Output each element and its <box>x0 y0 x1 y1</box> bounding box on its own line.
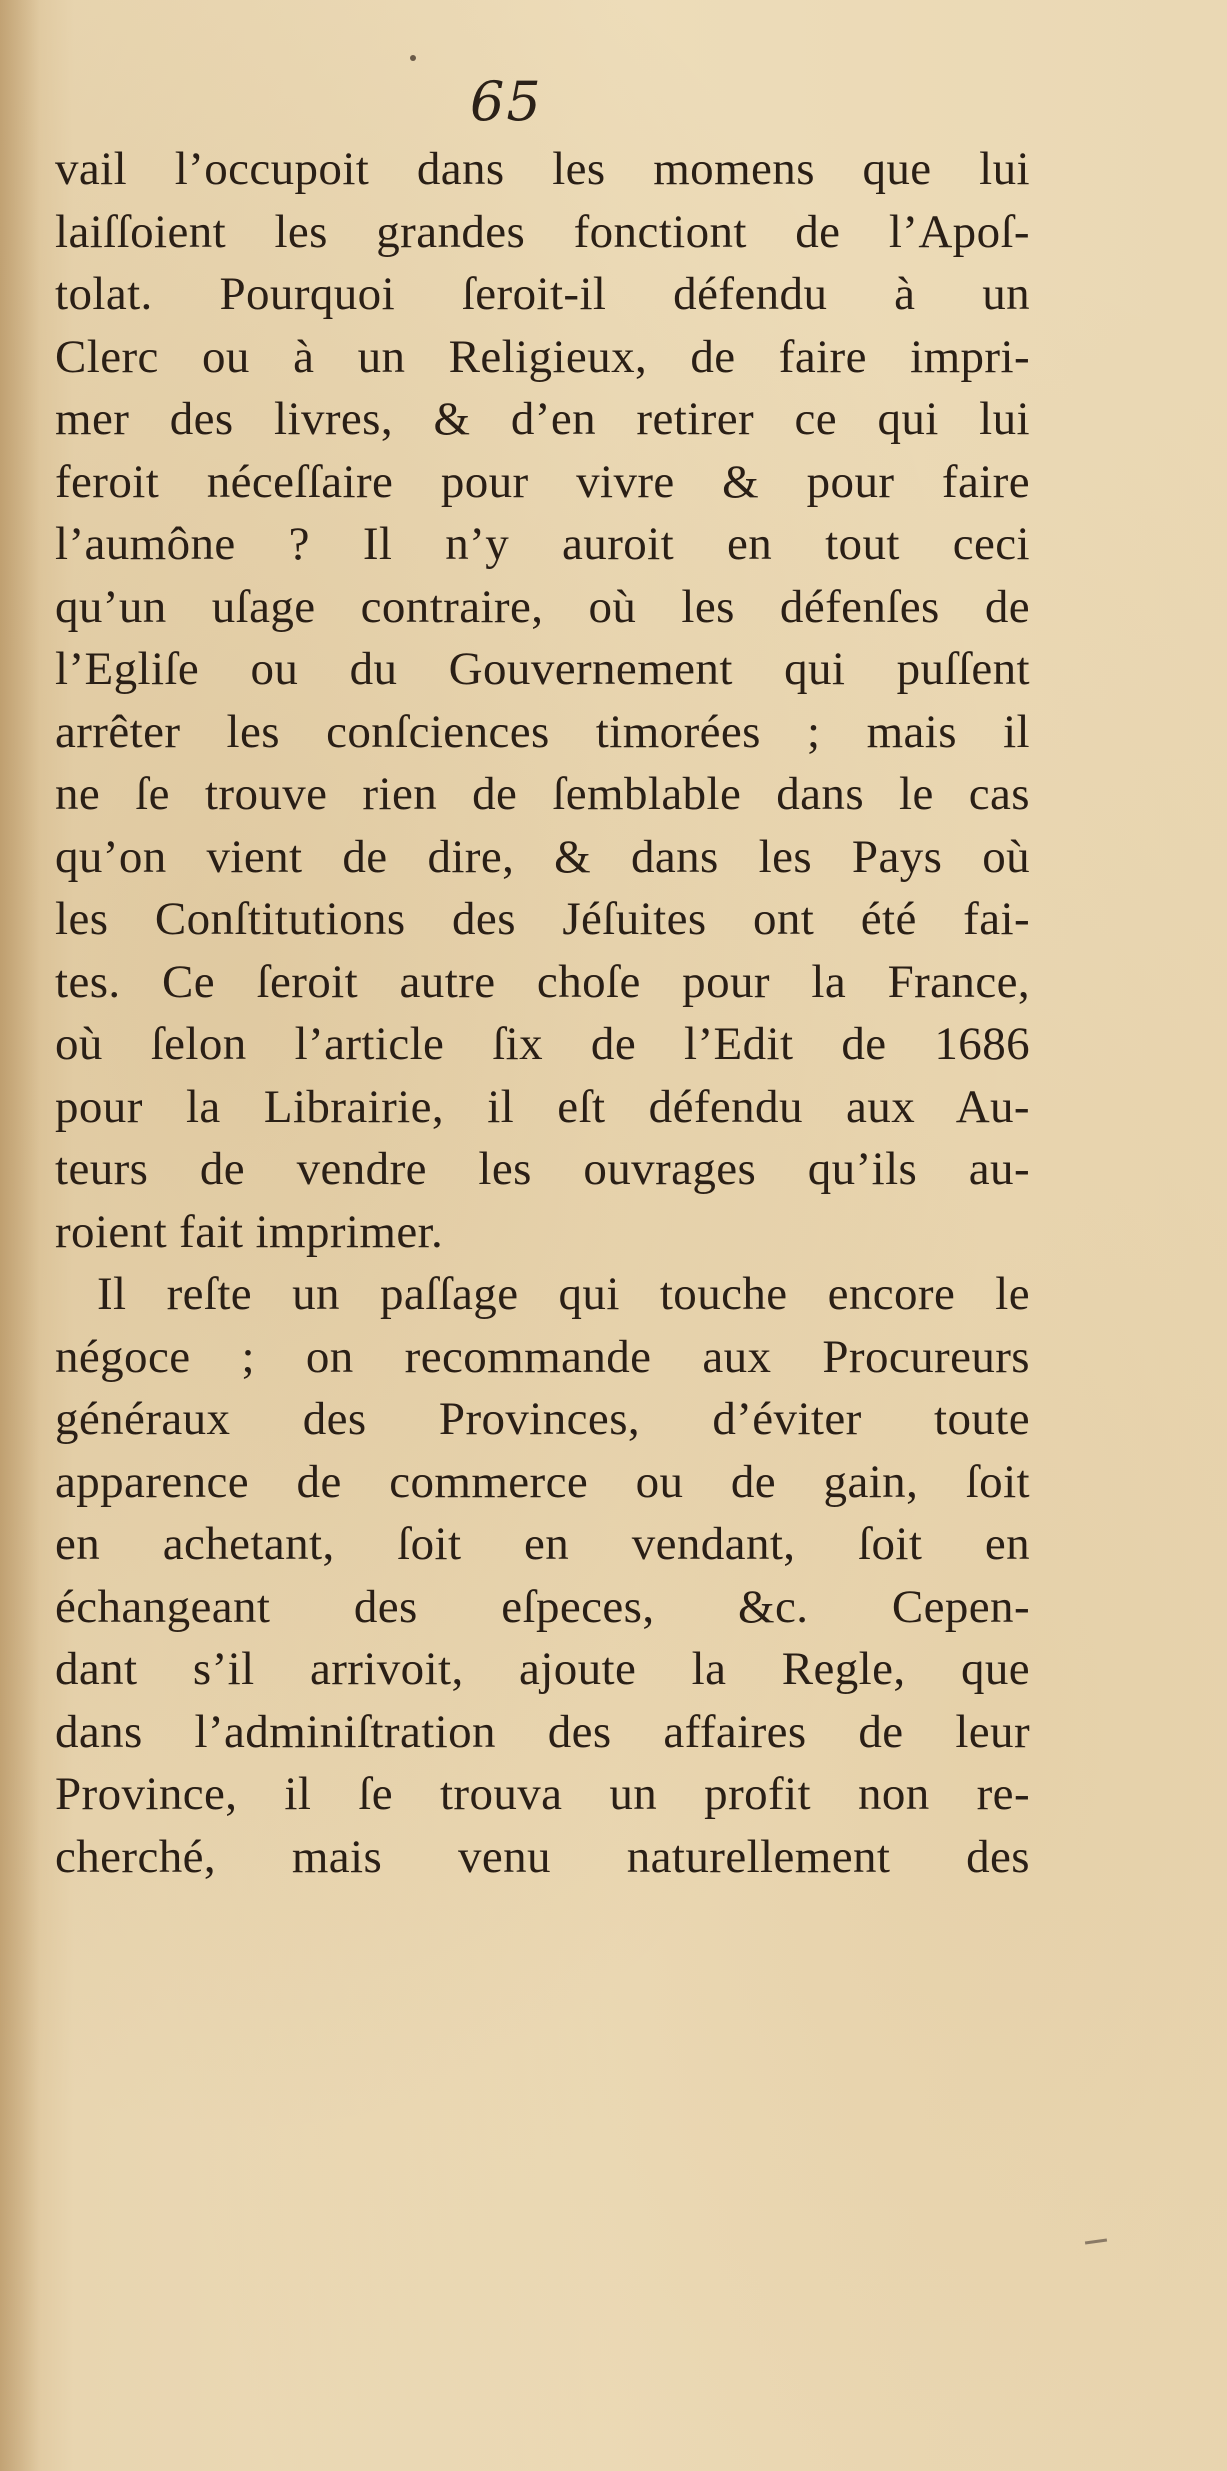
text-line: qu’un uſage contraire, où les défenſes de <box>55 580 1030 633</box>
body-text <box>55 138 1030 1888</box>
text-line: arrêter les conſciences timorées ; mais il <box>55 705 1030 758</box>
text-line: généraux des Provinces, d’éviter toute <box>55 1393 1030 1445</box>
text-line: dant s’il arrivoit, ajoute la Regle, que <box>55 1643 1030 1695</box>
paragraph-end-line: roient fait imprimer. <box>55 1205 444 1258</box>
text-line: l’Egliſe ou du Gouvernement qui puſſent <box>55 643 1030 695</box>
text-line: ne ſe trouve rien de ſemblable dans le cas <box>55 768 1030 820</box>
text-line: qu’on vient de dire, & dans les Pays où <box>55 830 1030 883</box>
text-line: Province, il ſe trouva un profit non re- <box>55 1768 1030 1820</box>
text-line: cherché, mais venu naturellement des <box>55 1830 1030 1883</box>
text-line: feroit néceſſaire pour vivre & pour faire <box>55 455 1030 508</box>
text-line: tolat. Pourquoi ſeroit-il défendu à un <box>55 268 1030 320</box>
page-number: 65 <box>470 70 543 133</box>
text-line: où ſelon l’article ſix de l’Edit de 1686 <box>55 1018 1030 1070</box>
ink-mark <box>1085 2238 1107 2244</box>
text-line: laiſſoient les grandes fonctiont de l’Apoſ- <box>55 205 1030 258</box>
text-line: mer des livres, & d’en retirer ce qui lui <box>55 393 1030 445</box>
text-line: Clerc ou à un Religieux, de faire impri- <box>55 330 1030 383</box>
paragraph-start-line: Il reſte un paſſage qui touche encore le <box>97 1268 1030 1320</box>
text-line: tes. Ce ſeroit autre choſe pour la France, <box>55 955 1030 1008</box>
text-line: vail l’occupoit dans les momens que lui <box>55 143 1030 195</box>
text-line: dans l’adminiſtration des affaires de leur <box>55 1705 1030 1758</box>
text-line: en achetant, ſoit en vendant, ſoit en <box>55 1518 1030 1570</box>
text-line: négoce ; on recommande aux Procureurs <box>55 1330 1030 1383</box>
page-gutter-shadow <box>0 0 40 2471</box>
text-line: l’aumône ? Il n’y auroit en tout ceci <box>55 518 1030 570</box>
text-line: teurs de vendre les ouvrages qu’ils au- <box>55 1143 1030 1195</box>
text-line: pour la Librairie, il eſt défendu aux Au- <box>55 1080 1030 1133</box>
text-line: échangeant des eſpeces, &c. Cepen- <box>55 1580 1030 1633</box>
ink-dot <box>410 55 416 61</box>
text-line: apparence de commerce ou de gain, ſoit <box>55 1455 1030 1508</box>
text-line: les Conſtitutions des Jéſuites ont été fai- <box>55 893 1030 945</box>
